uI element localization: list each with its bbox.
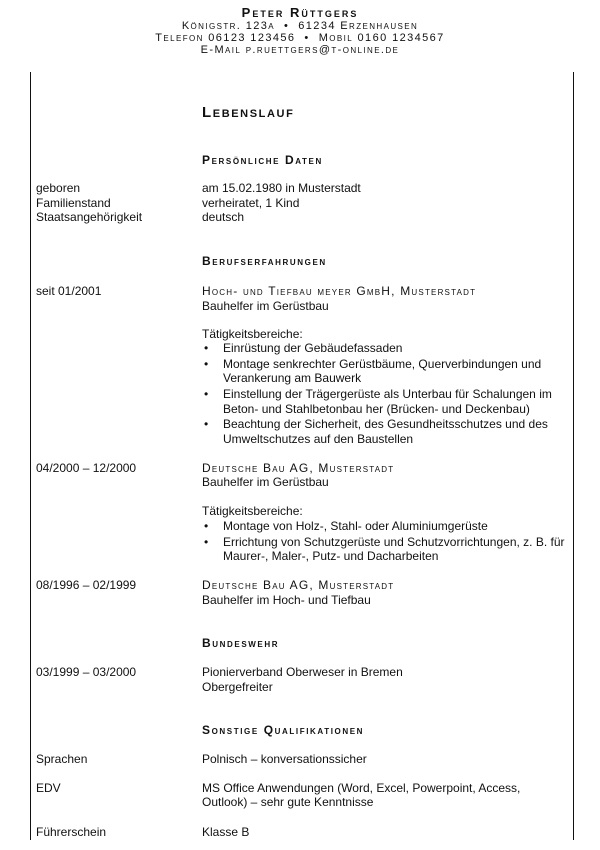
period-2: 04/2000 – 12/2000	[36, 461, 137, 475]
section-heading-experience: Berufserfahrungen	[202, 254, 327, 268]
email-line	[0, 44, 600, 56]
section-heading-qualifications: Sonstige Qualifikationen	[202, 723, 365, 737]
address-line	[0, 20, 600, 32]
task-text: Einrüstung der Gebäudefassaden	[223, 341, 403, 355]
separator-bullet: •	[284, 20, 290, 32]
bullet-icon: •	[204, 386, 209, 401]
bullet-icon: •	[204, 417, 209, 432]
task-text: Montage von Holz-, Stahl- oder Aluminiumgerüste	[223, 519, 488, 533]
period-military: 03/1999 – 03/2000	[36, 665, 137, 679]
employer-2: Deutsche Bau AG, Musterstadt	[202, 461, 395, 475]
left-margin-rule	[30, 72, 31, 840]
contact-line	[0, 32, 600, 44]
label-it-skills: EDV	[36, 781, 61, 795]
military-rank: Obergefreiter	[202, 680, 273, 694]
employer-3: Deutsche Bau AG, Musterstadt	[202, 578, 395, 592]
bullet-icon: •	[204, 519, 209, 533]
list-item	[202, 341, 572, 356]
task-text: Montage senkrechter Gerüstbäume, Querverbindungen und Verankerung am Bauwerk	[223, 356, 542, 386]
value-marital-status: verheiratet, 1 Kind	[202, 196, 300, 210]
bullet-icon: •	[204, 341, 209, 355]
bullet-icon: •	[204, 356, 209, 371]
tasks-label-2: Tätigkeitsbereiche:	[202, 504, 303, 518]
military-unit: Pionierverband Oberweser in Bremen	[202, 665, 403, 679]
value-nationality: deutsch	[202, 210, 245, 224]
period-3: 08/1996 – 02/1999	[36, 578, 137, 592]
right-margin-rule	[573, 72, 574, 840]
label-drivers-license: Führerschein	[36, 825, 107, 839]
letterhead	[0, 6, 600, 56]
task-list-2	[202, 519, 572, 565]
value-birth: am 15.02.1980 in Musterstadt	[202, 181, 361, 195]
city: 61234 Erzenhausen	[298, 20, 419, 32]
label-nationality: Staatsangehörigkeit	[36, 210, 143, 224]
street: Königstr. 123a	[181, 20, 275, 32]
tasks-label-1: Tätigkeitsbereiche:	[202, 327, 303, 341]
role-3: Bauhelfer im Hoch- und Tiefbau	[202, 593, 371, 607]
value-languages: Polnisch – konversationssicher	[202, 752, 367, 766]
bullet-icon: •	[204, 534, 209, 549]
applicant-name: Peter Rüttgers	[241, 5, 359, 20]
task-list-1	[202, 341, 572, 448]
label-marital-status: Familienstand	[36, 196, 111, 210]
employer-1: Hoch- und Tiefbau meyer GmbH, Musterstadt	[202, 284, 477, 298]
task-text: Errichtung von Schutzgerüste und Schutzvorrichtungen, z. B. für Maurer-, Maler-, Putz- und Dacharbeiten	[223, 534, 565, 564]
section-heading-military: Bundeswehr	[202, 636, 280, 650]
value-drivers-license: Klasse B	[202, 825, 250, 839]
phone: Telefon 06123 123456	[155, 32, 296, 44]
mobile: Mobil 0160 1234567	[318, 32, 445, 44]
list-item	[202, 519, 572, 534]
label-birth: geboren	[36, 181, 81, 195]
email: E-Mail p.ruettgers@t-online.de	[200, 44, 400, 56]
list-item	[202, 417, 572, 447]
role-2: Bauhelfer im Gerüstbau	[202, 475, 329, 489]
value-it-skills: MS Office Anwendungen (Word, Excel, Powerpoint, Access, Outlook) – sehr gute Kenntnisse	[202, 781, 521, 809]
separator-bullet: •	[304, 32, 310, 44]
label-languages: Sprachen	[36, 752, 88, 766]
role-1: Bauhelfer im Gerüstbau	[202, 299, 329, 313]
period-1: seit 01/2001	[36, 284, 102, 298]
task-text: Beachtung der Sicherheit, des Gesundheitsschutzes und des Umweltschutzes auf den Baustellen	[223, 417, 548, 447]
list-item	[202, 357, 572, 387]
list-item	[202, 535, 572, 565]
list-item	[202, 387, 572, 417]
document-title: Lebenslauf	[202, 104, 295, 121]
task-text: Einstellung der Trägergerüste als Unterbau für Schalungen im Beton- und Stahlbetonbau her (Brücken- und Deckenbau)	[223, 386, 552, 416]
section-heading-personal: Persönliche Daten	[202, 153, 323, 167]
